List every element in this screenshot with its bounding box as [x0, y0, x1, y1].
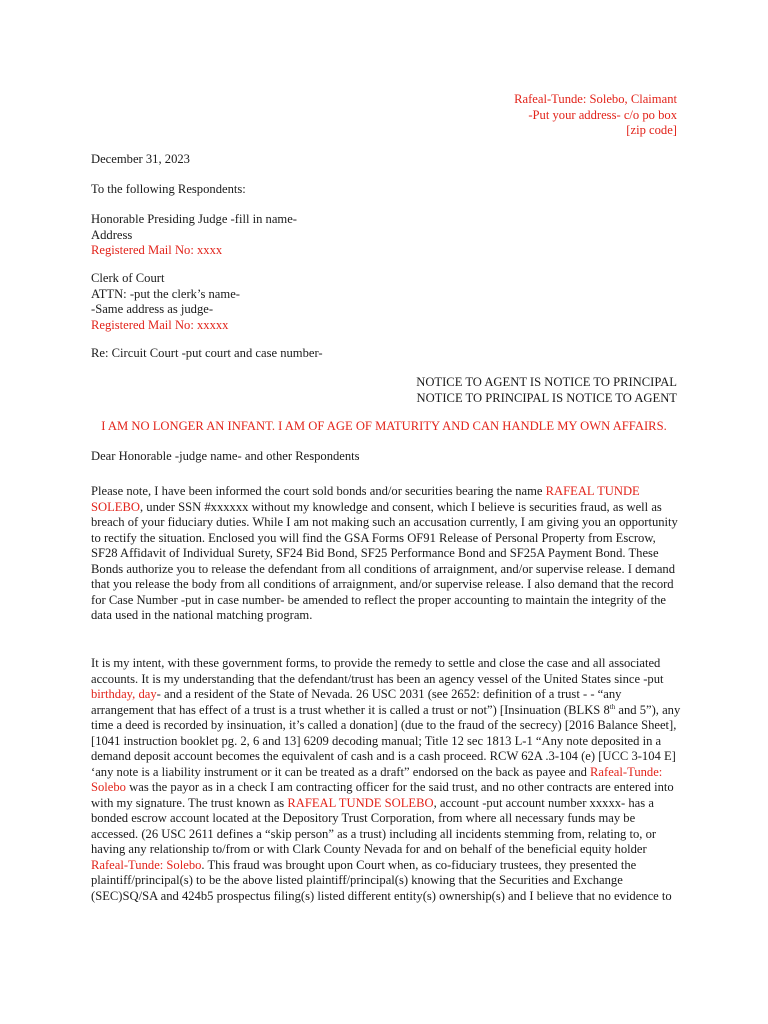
p2-text: . This fraud was brought upon Court when, as co-fiduciary trustees, they presented the — [201, 857, 637, 872]
p1-name-highlight: RAFEAL TUNDE — [545, 484, 640, 498]
clerk-title-line: Clerk of Court — [91, 271, 165, 285]
claimant-zip: [zip code] — [626, 123, 677, 137]
p2-text: time a deed is recorded by insinuation, it’s called a donation] (due to the fraud of the secrecy) [2016 Balance Sheet], — [91, 718, 677, 732]
p2-text: accessed. (26 USC 2611 defines a “skip person” as a trust) including all incidents stemming from, relating to, or — [91, 826, 657, 841]
p1-text: for Case Number -put in case number- be amended to reflect the proper accounting to maintain the integrity of the — [91, 592, 667, 607]
p1-text: Please note, I have been informed the court sold bonds and/or securities bearing the name — [91, 484, 546, 498]
p2-name-highlight: Rafeal-Tunde: — [590, 764, 663, 779]
judge-registered-mail: Registered Mail No: xxxx — [91, 243, 223, 257]
claimant-header — [514, 92, 677, 139]
p2-text: - and a resident of the State of Nevada. 26 USC 2031 (see 2652: definition of a trust - - “any — [156, 687, 622, 701]
p1-text: SF28 Affidavit of Individual Surety, SF24 Bid Bond, SF25 Performance Bond and SF25A Payment Bond. These — [91, 546, 659, 560]
maturity-statement: I AM NO LONGER AN INFANT. I AM OF AGE OF MATURITY AND CAN HANDLE MY OWN AFFAIRS. — [101, 419, 667, 433]
p2-name-highlight: RAFEAL TUNDE SOLEBO — [287, 795, 434, 810]
p2-text: It is my intent, with these government forms, to provide the remedy to settle and close the case and all associated — [91, 656, 661, 670]
claimant-address: -Put your address- c/o po box — [528, 107, 677, 122]
notice-line-1: NOTICE TO AGENT IS NOTICE TO PRINCIPAL — [416, 375, 677, 389]
p2-text: (SEC)SQ/SA and 424b5 prospectus filing(s) listed different entity(s) ownership(s) and I believe that no evidence to — [91, 888, 672, 903]
re-line: Re: Circuit Court -put court and case number- — [91, 346, 323, 360]
p2-text: , account -put account number xxxxx- has a — [433, 795, 654, 810]
judge-address-block — [91, 212, 297, 259]
paragraph-1 — [91, 484, 677, 624]
clerk-address-line: -Same address as judge- — [91, 302, 214, 316]
p2-birthday-highlight: birthday, day — [91, 687, 157, 701]
p1-text: , under SSN #xxxxxx without my knowledge and consent, which I believe is securities fraud, as well as — [139, 499, 662, 514]
notice-block — [416, 375, 677, 406]
p2-text: arrangement that has effect of a trust is a trust whether it is called a trust or not”) [Insinuation (BLKS 8 — [91, 702, 610, 717]
p2-name-highlight: Solebo — [91, 780, 126, 794]
p2-superscript: th — [609, 702, 616, 711]
judge-name-line: Honorable Presiding Judge -fill in name- — [91, 212, 298, 226]
p2-text: accounts. It is my understanding that the defendant/trust has been an agency vessel of the United States since -put — [91, 671, 664, 686]
p1-text: breach of your fiduciary duties. While I am not making such an accusation currently, I am giving you an opportunity — [91, 515, 678, 529]
p2-name-highlight: Rafeal-Tunde: Solebo — [91, 857, 202, 872]
p2-text: and 5”), any — [615, 702, 681, 717]
letter-date: December 31, 2023 — [91, 152, 190, 166]
p1-text: that you release the body from all conditions of arraignment, and/or supervise release. I also demand that the record — [91, 577, 674, 591]
p1-text: Bonds authorize you to release the defendant from all conditions of arraignment, and/or supervise release. I demand — [91, 561, 676, 576]
notice-line-2: NOTICE TO PRINCIPAL IS NOTICE TO AGENT — [416, 390, 677, 405]
p2-text: having any relationship to/from or with Clark County Nevada for and on behalf of the beneficial equity holder — [91, 842, 647, 856]
p2-text: demand deposit account becomes the equivalent of cash and is a cash proceed. RCW 62A .3-104 (e) [UCC 3-104 E] — [91, 749, 676, 763]
p2-text: was the payor as in a check I am contracting officer for the said trust, and no other contracts are entered into — [125, 780, 674, 794]
p1-name-highlight: SOLEBO — [91, 499, 140, 514]
clerk-address-block — [91, 271, 240, 333]
p2-text: bonded escrow account located at the Depository Trust Corporation, from where all necessary funds may be — [91, 811, 636, 825]
paragraph-2 — [91, 656, 681, 904]
p2-text: ‘any note is a liability instrument or it can be treated as a draft” endorsed on the back as payee and — [91, 764, 591, 779]
p2-text: with my signature. The trust known as — [91, 795, 288, 810]
p1-text: to rectify the situation. Enclosed you will find the GSA Forms OF91 Release of Personal Property from Escrow, — [91, 530, 656, 545]
claimant-name: Rafeal-Tunde: Solebo, Claimant — [514, 92, 677, 106]
respondents-intro: To the following Respondents: — [91, 182, 246, 196]
salutation: Dear Honorable -judge name- and other Respondents — [91, 449, 360, 463]
judge-address-line: Address — [91, 227, 133, 242]
p2-text: [1041 instruction booklet pg. 2, 6 and 13] 6209 decoding manual; Title 12 sec 1813 L-1 “Any note deposited in a — [91, 733, 662, 748]
clerk-attn-line: ATTN: -put the clerk’s name- — [91, 286, 240, 301]
p1-text: data used in the national matching program. — [91, 608, 313, 622]
p2-text: plaintiff/principal(s) to be the above listed plaintiff/principal(s) knowing that the Securities and Exchange — [91, 873, 623, 887]
clerk-registered-mail: Registered Mail No: xxxxx — [91, 317, 229, 332]
